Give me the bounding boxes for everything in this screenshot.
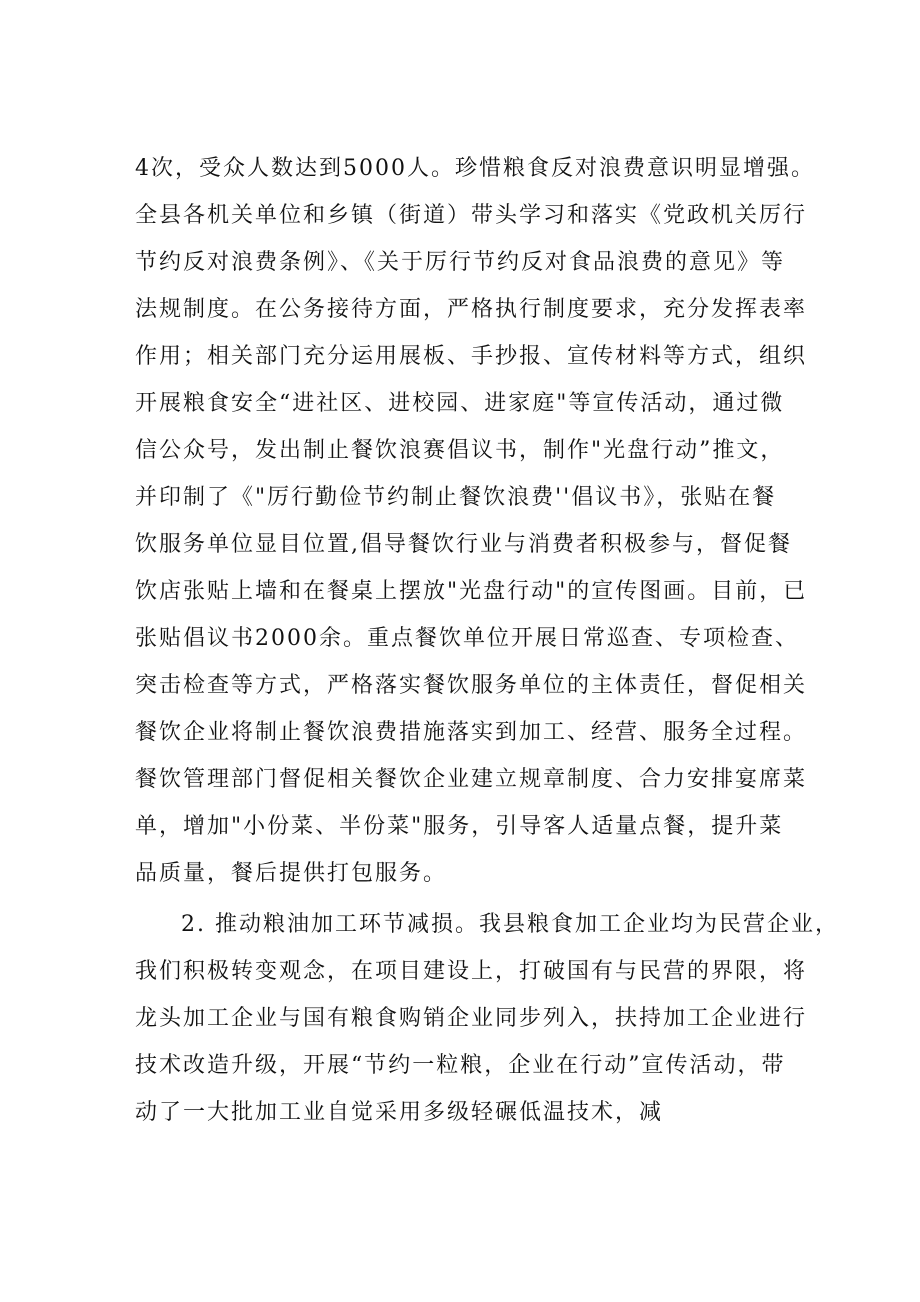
text-line: 龙头加工企业与国有粮食购销企业同步列入，扶持加工企业进行	[135, 1006, 808, 1031]
text-line: 动了一大批加工业自觉采用多级轻碾低温技术，减	[135, 1100, 664, 1125]
text-line: 技术改造升级，开展“节约一粒粮，企业在行动”宣传活动，带	[135, 1053, 786, 1078]
text-line: 张贴倡议书2000余。重点餐饮单位开展日常巡查、专项检查、	[135, 626, 799, 651]
paragraph-heading: 2. 推动粮油加工环节减损。我县粮食加工企业均为民营企业，	[181, 912, 839, 937]
text-line: 节约反对浪费条例》、《关于厉行节约反对食品浪费的意见》等	[135, 250, 786, 275]
text-line: 我们积极转变观念，在项目建设上，打破国有与民营的界限，将	[135, 959, 808, 984]
text-line: 餐饮企业将制止餐饮浪费措施落实到加工、经营、服务全过程。	[135, 720, 808, 745]
text-line: 品质量，餐后提供打包服务。	[135, 861, 448, 886]
text-line: 突击检查等方式，严格落实餐饮服务单位的主体责任，督促相关	[135, 673, 808, 698]
text-line: 饮服务单位显目位置,倡导餐饮行业与消费者积极参与，督促餐	[135, 532, 792, 557]
text-line: 并印制了《"厉行勤俭节约制止餐饮浪费''倡议书》，张贴在餐	[135, 485, 777, 510]
text-line: 开展粮食安全“进社区、进校园、进家庭"等宣传活动，通过微	[135, 391, 785, 416]
text-line: 全县各机关单位和乡镇（街道）带头学习和落实《党政机关厉行	[135, 203, 808, 228]
text-line: 单，增加"小份菜、半份菜"服务，引导客人适量点餐，提升菜	[135, 814, 784, 839]
text-line: 饮店张贴上墙和在餐桌上摆放"光盘行动"的宣传图画。目前，已	[135, 579, 808, 604]
text-line: 信公众号，发出制止餐饮浪赛倡议书，制作"光盘行动”推文，	[135, 438, 785, 463]
text-line: 餐饮管理部门督促相关餐饮企业建立规章制度、合力安排宴席菜	[135, 767, 808, 792]
text-line: 法规制度。在公务接待方面，严格执行制度要求，充分发挥表率	[135, 297, 808, 322]
text-line: 作用；相关部门充分运用展板、手抄报、宣传材料等方式，组织	[135, 344, 808, 369]
text-line: 4次，受众人数达到5000人。珍惜粮食反对浪费意识明显增强。	[135, 156, 815, 181]
